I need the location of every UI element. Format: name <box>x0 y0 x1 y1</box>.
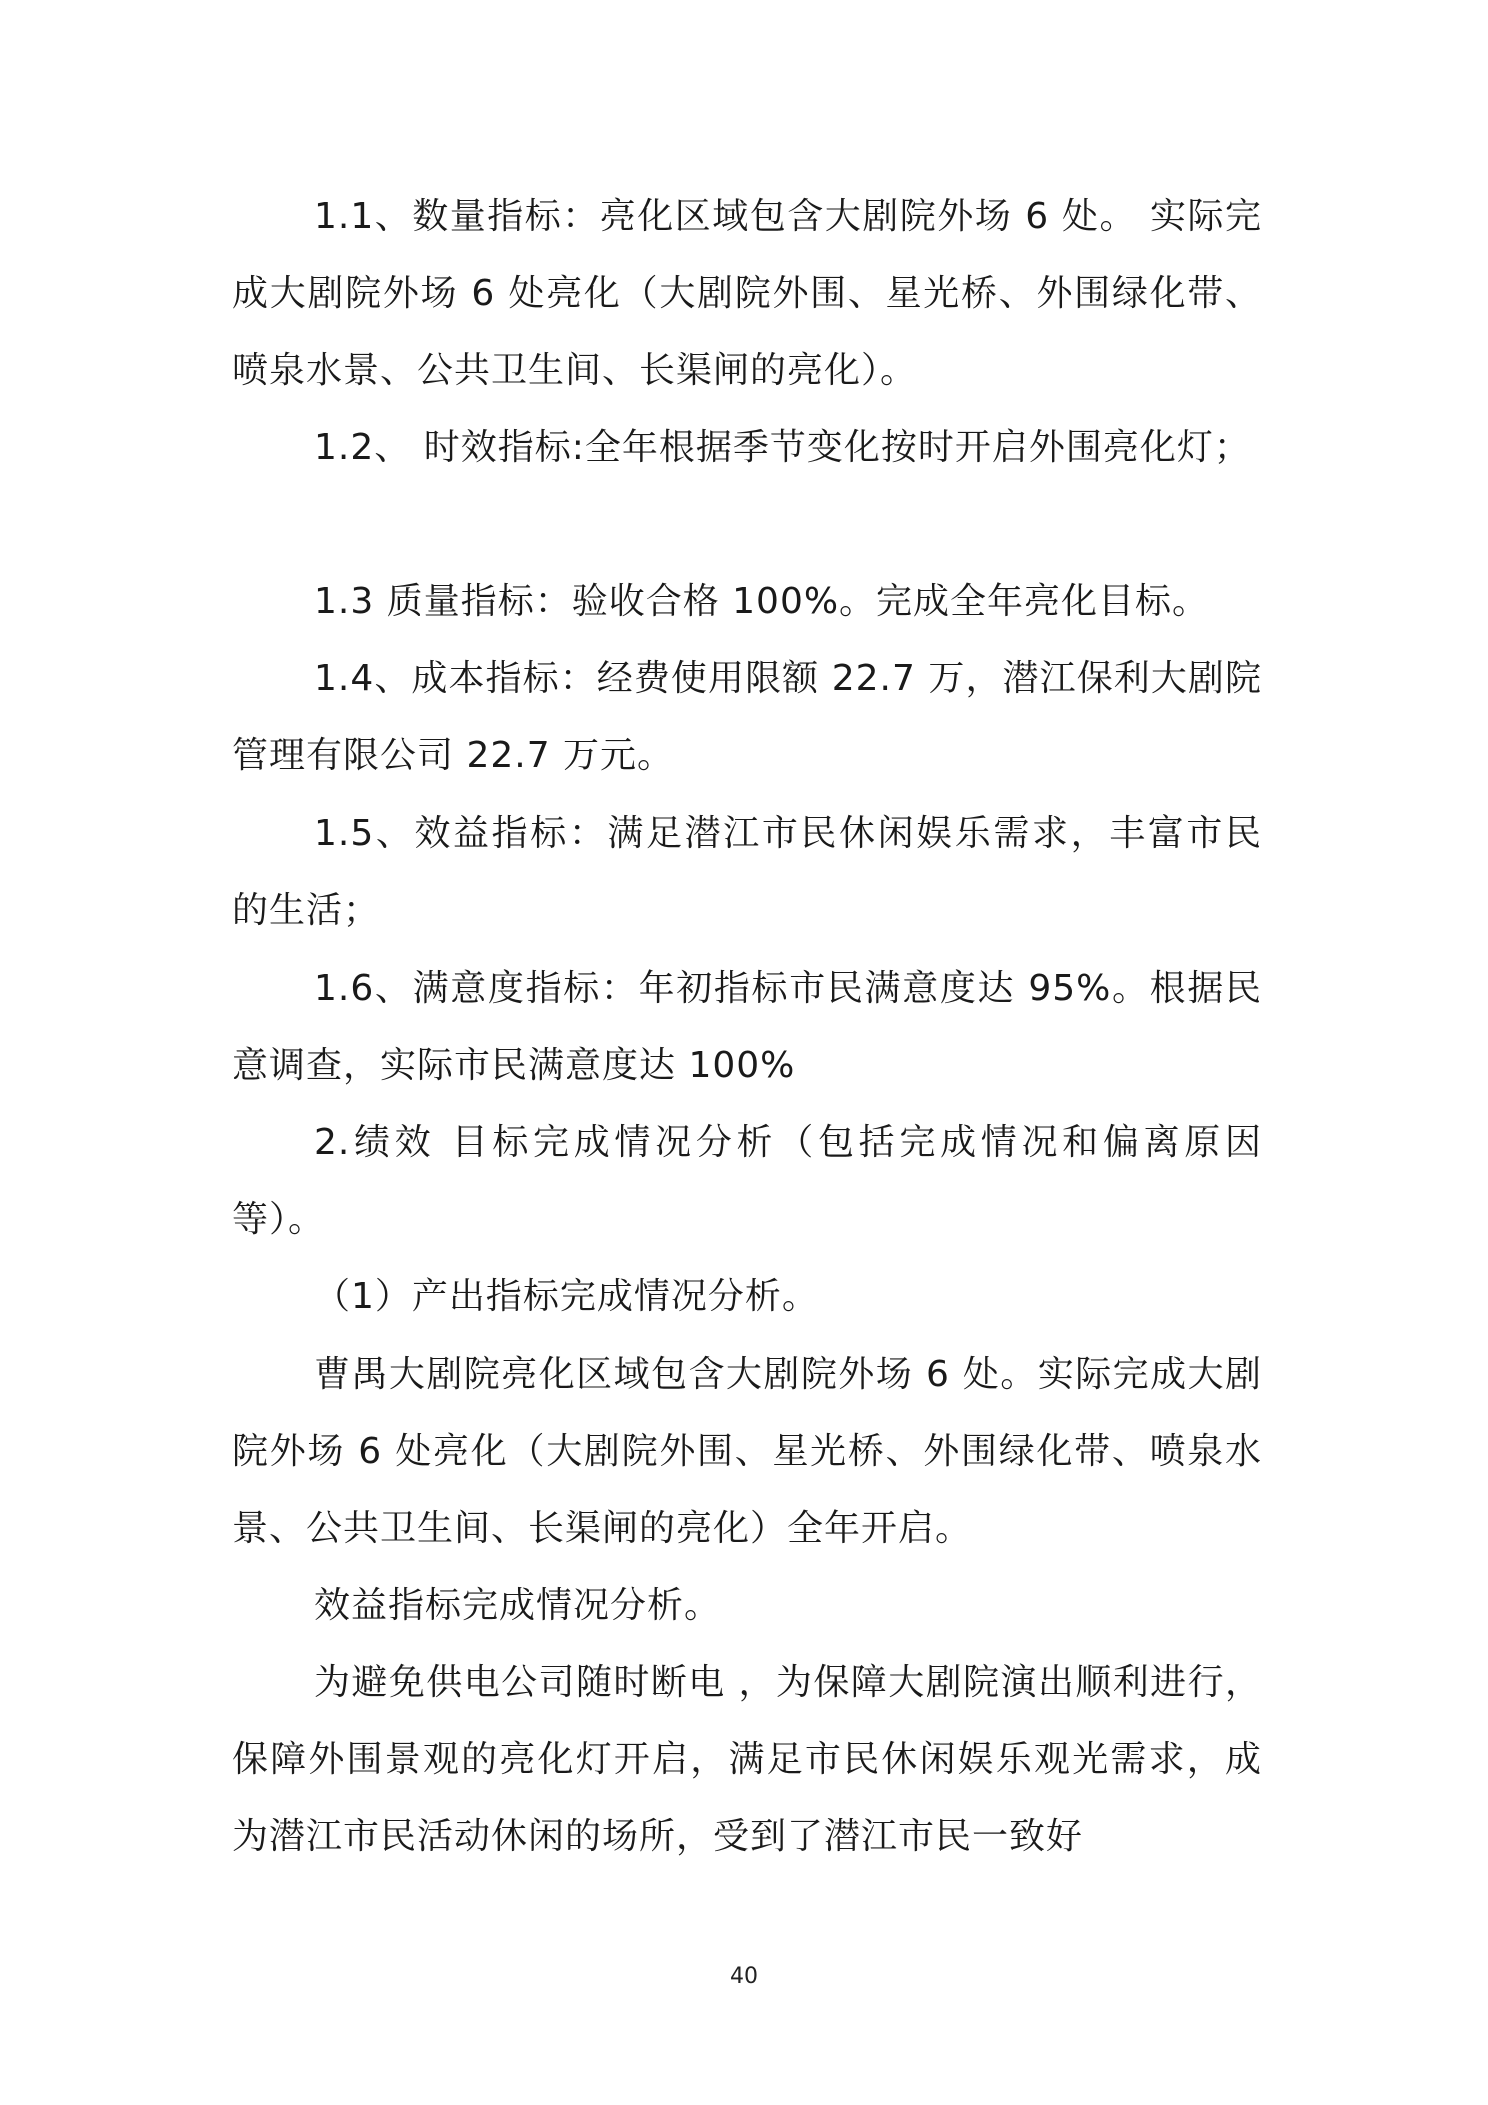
paragraph-quantity-indicator: 1.1、数量指标：亮化区域包含大剧院外场 6 处。 实际完成大剧院外场 6 处亮化（大剧院外围、星光桥、外围绿化带、喷泉水景、公共卫生间、长渠闸的亮化）。 <box>232 196 1262 391</box>
paragraph-performance-analysis: 2.绩效 目标完成情况分析（包括完成情况和偏离原因等）。 <box>232 1122 1262 1240</box>
paragraph-quality-indicator: 1.3 质量指标：验收合格 100%。完成全年亮化目标。 <box>314 581 1210 622</box>
paragraph-satisfaction-indicator: 1.6、满意度指标：年初指标市民满意度达 95%。根据民意调查，实际市民满意度达 100% <box>232 968 1262 1086</box>
paragraph-benefit-analysis-heading: 效益指标完成情况分析。 <box>314 1585 722 1626</box>
paragraph-timeliness-indicator: 1.2、 时效指标:全年根据季节变化按时开启外围亮化灯； <box>314 427 1251 468</box>
paragraph-output-analysis: 曹禺大剧院亮化区域包含大剧院外场 6 处。实际完成大剧院外场 6 处亮化（大剧院外围、星光桥、外围绿化带、喷泉水景、公共卫生间、长渠闸的亮化）全年开启。 <box>232 1354 1262 1549</box>
paragraph-benefit-analysis: 为避免供电公司随时断电 ，为保障大剧院演出顺利进行，保障外围景观的亮化灯开启，满足市民休闲娱乐观光需求，成为潜江市民活动休闲的场所，受到了潜江市民一致好 <box>232 1662 1262 1857</box>
paragraph-cost-indicator: 1.4、成本指标：经费使用限额 22.7 万，潜江保利大剧院管理有限公司 22.7 万元。 <box>232 658 1262 776</box>
page-number: 40 <box>730 1964 758 1989</box>
paragraph-benefit-indicator: 1.5、效益指标：满足潜江市民休闲娱乐需求，丰富市民的生活； <box>232 813 1262 931</box>
paragraph-output-analysis-heading: （1）产出指标完成情况分析。 <box>314 1276 819 1317</box>
